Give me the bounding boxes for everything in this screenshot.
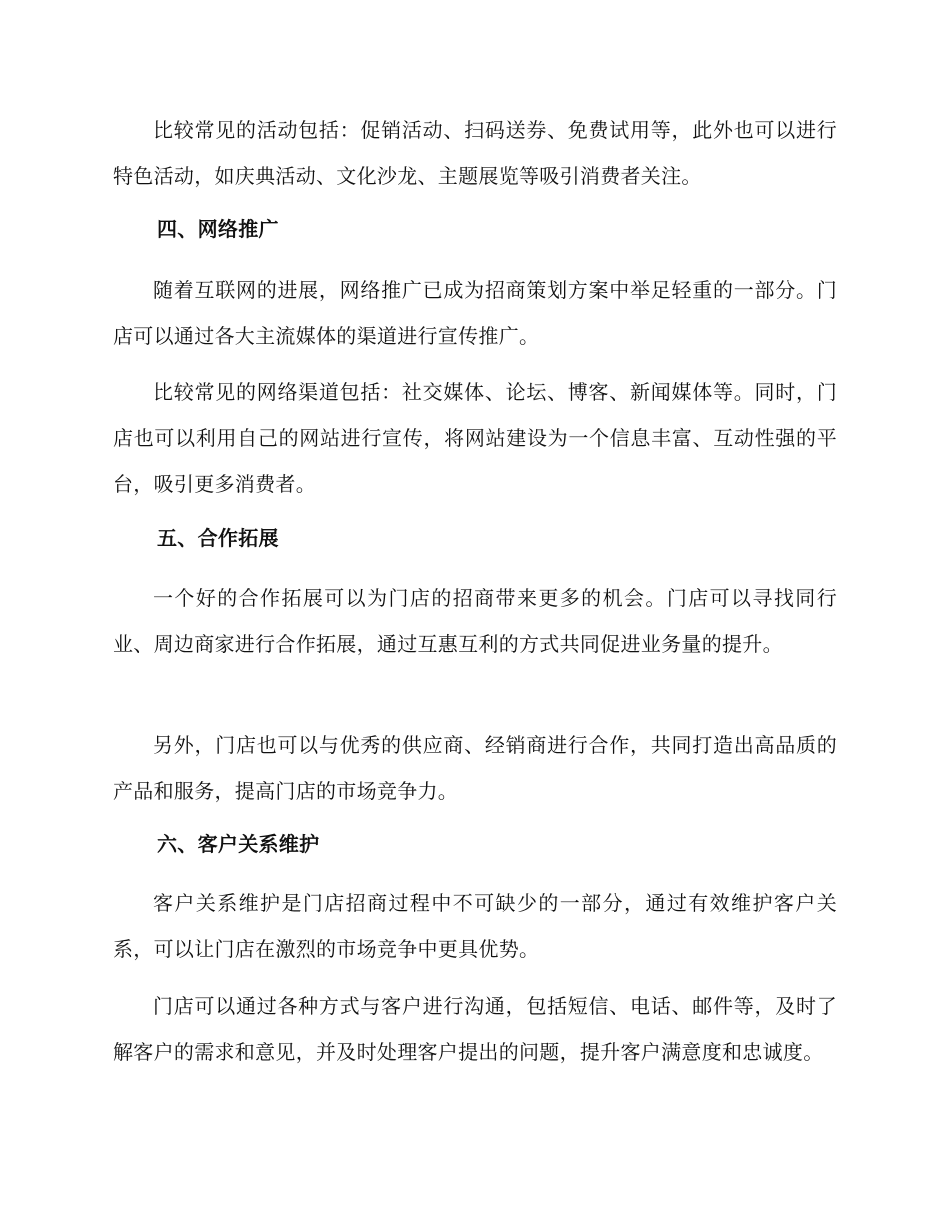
heading-cooperation: 五、合作拓展	[157, 526, 279, 550]
paragraph-communication: 门店可以通过各种方式与客户进行沟通，包括短信、电话、邮件等，及时了解客户的需求和意见，并及时处理客户提出的问题，提升客户满意度和忠诚度。	[113, 994, 837, 1064]
paragraph-suppliers: 另外，门店也可以与优秀的供应商、经销商进行合作，共同打造出高品质的产品和服务，提高门店的市场竞争力。	[113, 733, 837, 803]
heading-online-promotion: 四、网络推广	[157, 217, 279, 241]
paragraph-online-channels: 比较常见的网络渠道包括：社交媒体、论坛、博客、新闻媒体等。同时，门店也可以利用自己的网站进行宣传，将网站建设为一个信息丰富、互动性强的平台，吸引更多消费者。	[113, 380, 837, 496]
paragraph-activities: 比较常见的活动包括：促销活动、扫码送券、免费试用等，此外也可以进行特色活动，如庆典活动、文化沙龙、主题展览等吸引消费者关注。	[113, 118, 837, 188]
heading-customer-relations: 六、客户关系维护	[157, 832, 320, 856]
paragraph-customer-relations: 客户关系维护是门店招商过程中不可缺少的一部分，通过有效维护客户关系，可以让门店在激烈的市场竞争中更具优势。	[113, 891, 837, 961]
paragraph-cooperation: 一个好的合作拓展可以为门店的招商带来更多的机会。门店可以寻找同行业、周边商家进行合作拓展，通过互惠互利的方式共同促进业务量的提升。	[113, 586, 837, 656]
paragraph-online-promotion: 随着互联网的进展，网络推广已成为招商策划方案中举足轻重的一部分。门店可以通过各大主流媒体的渠道进行宣传推广。	[113, 278, 837, 348]
